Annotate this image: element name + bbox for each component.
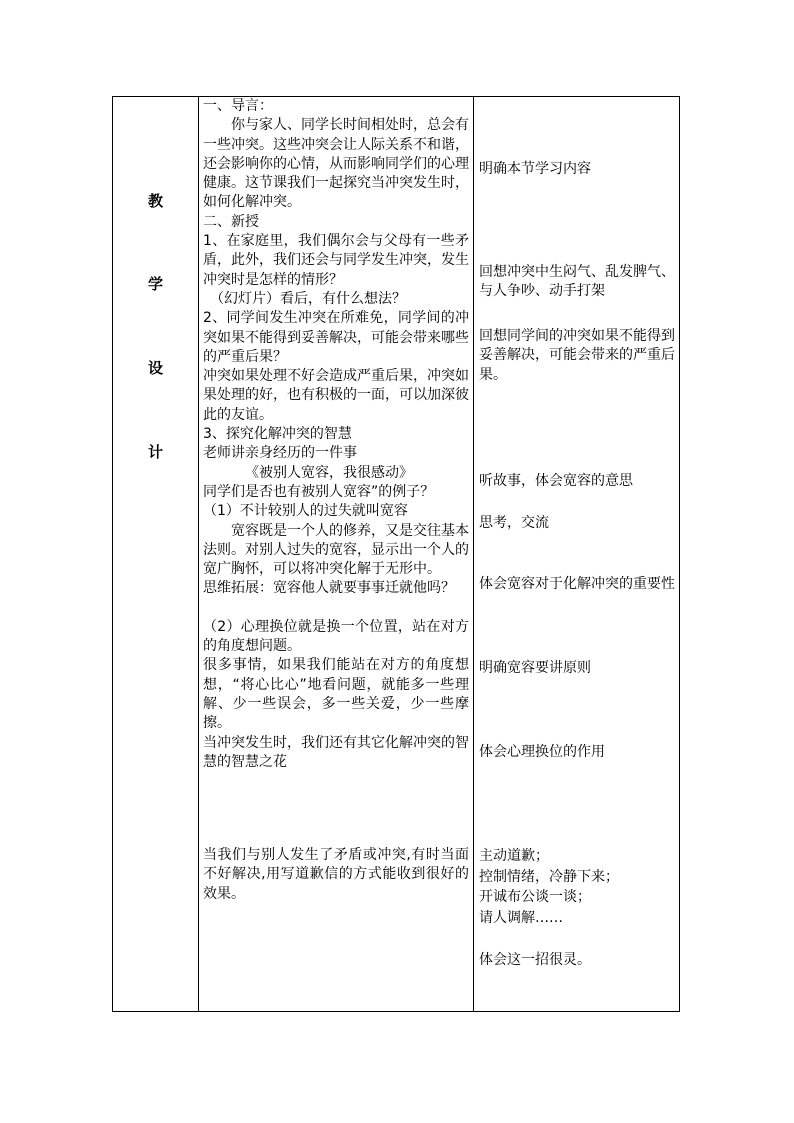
column-divider [473, 97, 474, 1011]
point-1-heading: （1）不计较别人的过失就叫宽容 [203, 503, 408, 520]
intro-heading: 一、导言： [203, 98, 273, 114]
question-2: 2、同学间发生冲突在所难免，同学间的冲突如果不能得到妥善解决，可能会带来哪些的严重后果？ [203, 310, 469, 365]
other-ways-text: 当冲突发生时，我们还有其它化解冲突的智慧的智慧之花 [203, 734, 469, 770]
story-title: 《被别人宽容，我很感动》 [245, 464, 413, 481]
lesson-design-table [112, 96, 680, 1012]
section-label-column [113, 97, 198, 1011]
note-listen-story: 听故事，体会宽容的意思 [479, 473, 633, 489]
point-2-text: 很多事情，如果我们能站在对方的角度想想，“将心比心”地看问题，就能多一些理解、少一些误会，多一些关爱，少一些摩擦。 [203, 657, 469, 732]
teaching-content-column [203, 97, 469, 904]
intro-text: 你与家人、同学长时间相处时，总会有一些冲突。这些冲突会让人际关系不和谐，还会影响你的心情，从而影响同学们的心理健康。这节课我们一起探究当冲突发生时，如何化解冲突。 [203, 117, 469, 211]
question-3: 3、探究化解冲突的智慧 [203, 426, 352, 443]
new-lesson-heading: 二、新授 [203, 213, 259, 230]
column-divider [198, 97, 199, 1011]
label-char: 设 [147, 359, 163, 377]
question-1: 1、在家庭里，我们偶尔会与父母有一些矛盾，此外，我们还会与同学发生冲突，发生冲突时是怎样的情形？ [203, 233, 469, 288]
point-2-heading: （2）心理换位就是换一个位置，站在对方的角度想问题。 [203, 618, 469, 655]
note-tolerance-importance: 体会宽容对于化解冲突的重要性 [479, 576, 675, 592]
student-activity-column [479, 97, 675, 1011]
note-recall-conflicts: 回想冲突中生闷气、乱发脾气、与人争吵、动手打架 [479, 264, 675, 300]
story-question: 同学们是否也有被别人宽容”的例子？ [203, 483, 435, 500]
thinking-extension: 思维拓展：宽容他人就要事事迁就他吗？ [203, 580, 455, 597]
note-way-talk: 开诚布公谈一谈； [479, 889, 591, 905]
consequence-text: 冲突如果处理不好会造成严重后果，冲突如果处理的好，也有积极的一面，可以加深彼此的友谊。 [203, 368, 469, 423]
point-1-text: 宽容既是一个人的修养，又是交往基本法则。对别人过失的宽容，显示出一个人的宽广胸怀，可以将冲突化解于无形中。 [203, 522, 469, 578]
note-way-control: 控制情绪，冷静下来； [479, 869, 619, 885]
note-learning-goal: 明确本节学习内容 [479, 161, 591, 177]
note-way-apologize: 主动道歉； [479, 848, 549, 864]
story-intro: 老师讲亲身经历的一件事 [203, 445, 357, 462]
note-think-discuss: 思考，交流 [479, 515, 549, 531]
label-char: 计 [147, 443, 163, 461]
slide-prompt: （幻灯片）看后，有什么想法？ [210, 290, 406, 307]
note-tolerance-principle: 明确宽容要讲原则 [479, 660, 591, 676]
note-letter-effect: 体会这一招很灵。 [479, 952, 591, 968]
note-way-mediate: 请人调解…… [479, 910, 563, 926]
label-char: 教 [147, 192, 163, 210]
note-empathy-role: 体会心理换位的作用 [479, 744, 605, 760]
note-recall-consequences: 回想同学间的冲突如果不能得到妥善解决，可能会带来的严重后果。 [479, 328, 675, 383]
label-char: 学 [147, 275, 163, 293]
apology-letter-text: 当我们与别人发生了矛盾或冲突,有时当面不好解决,用写道歉信的方式能收到很好的效果。 [203, 847, 469, 902]
